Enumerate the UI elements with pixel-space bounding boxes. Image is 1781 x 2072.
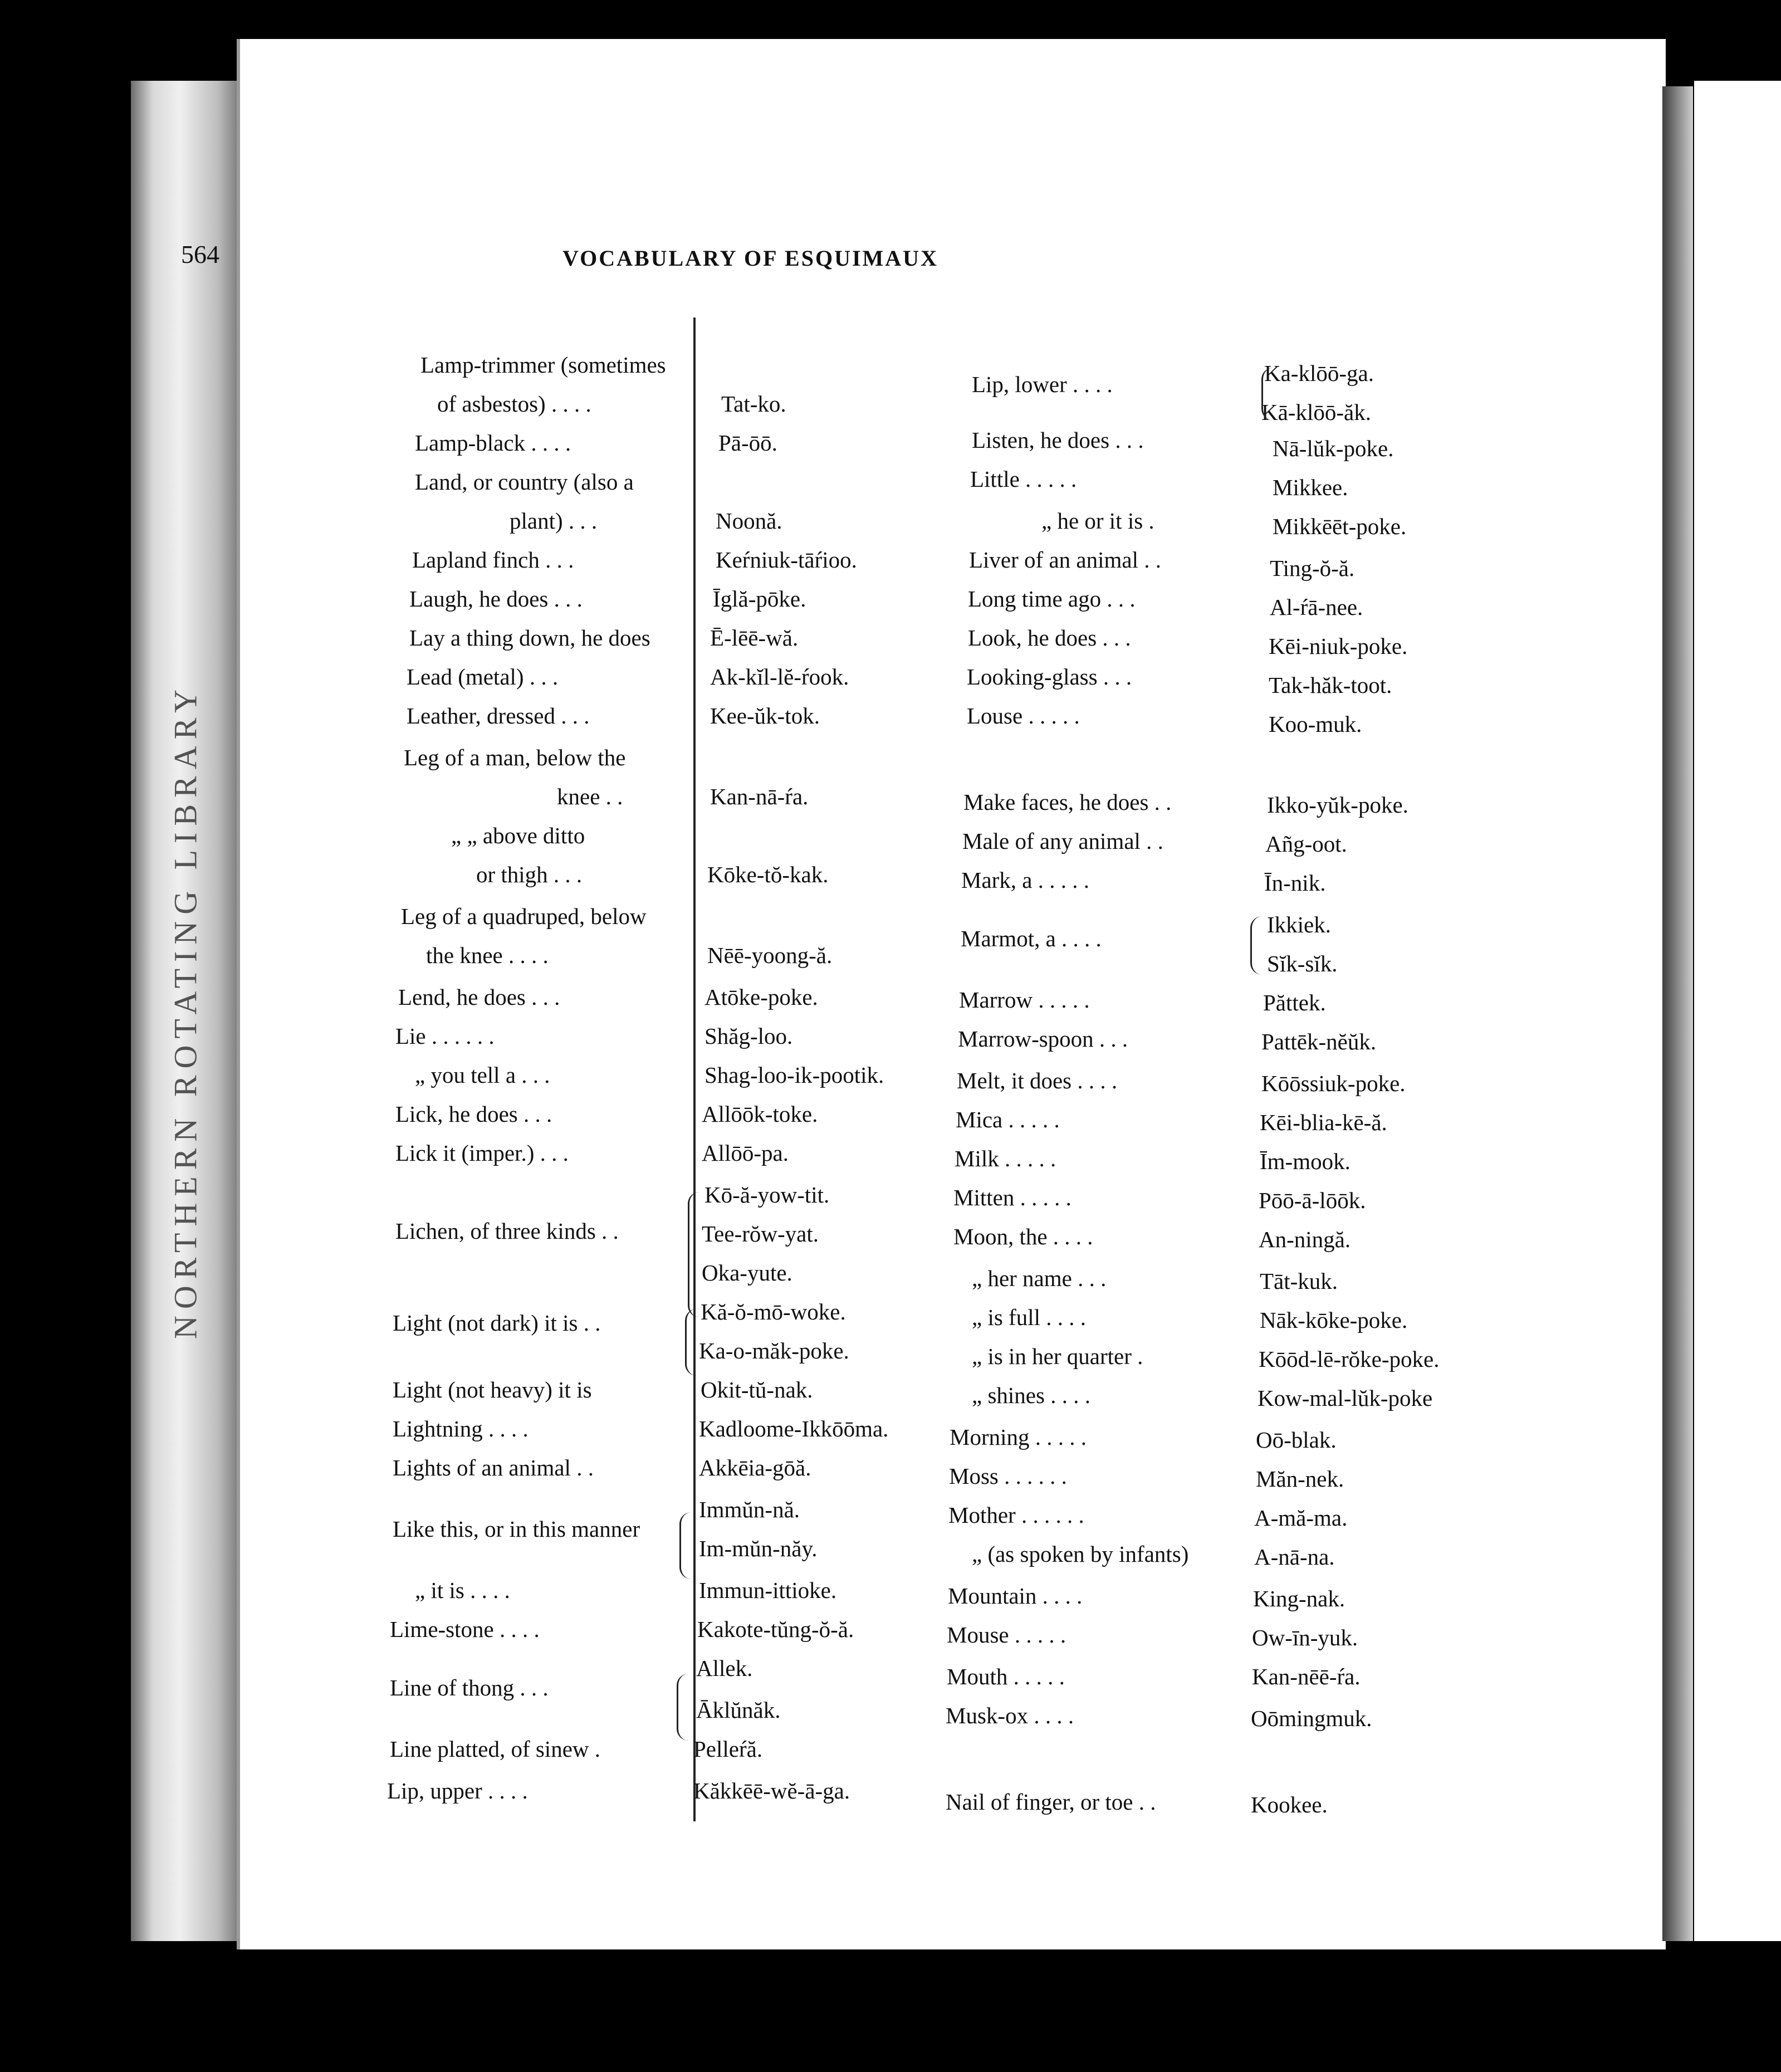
vocab-translation: Noonă. <box>716 508 782 534</box>
vocab-term: Lichen, of three kinds . . <box>395 1218 619 1244</box>
vocab-term: „ he or it is . <box>1041 508 1154 534</box>
vocab-translation: Ak-kĭl-lĕ-ŕook. <box>710 664 849 690</box>
vocab-term: Lamp-black . . . . <box>415 430 571 456</box>
vocab-translation: King-nak. <box>1253 1586 1345 1611</box>
vocab-term: Line of thong . . . <box>390 1675 549 1700</box>
vocab-term: Lightning . . . . <box>393 1416 529 1441</box>
vocab-term: „ is in her quarter . <box>972 1343 1143 1369</box>
vocab-term: „ (as spoken by infants) <box>972 1541 1189 1567</box>
vocab-term: Light (not dark) it is . . <box>393 1310 601 1336</box>
vocab-translation: Immun-ittioke. <box>699 1577 837 1603</box>
vocab-translation: Kēi-blia-kē-ă. <box>1260 1110 1387 1135</box>
vocab-translation: Kō-ă-yow-tit. <box>704 1182 830 1208</box>
vocab-translation: Kan-nā-ŕa. <box>710 784 809 809</box>
vocab-term: Mother . . . . . . <box>948 1502 1084 1528</box>
vocab-term: Moon, the . . . . <box>953 1224 1093 1249</box>
vocab-translation: Tāt-kuk. <box>1260 1268 1338 1294</box>
vocab-term: Lime-stone . . . . <box>390 1616 540 1642</box>
vocab-translation: Ka-klōō-ga. <box>1264 360 1374 386</box>
brace-mark <box>685 1309 697 1376</box>
vocab-term: „ shines . . . . <box>972 1382 1090 1408</box>
book-spine <box>131 81 239 1941</box>
vocab-term: Line platted, of sinew . <box>390 1736 601 1762</box>
vocab-translation: Oō-blak. <box>1256 1427 1337 1453</box>
vocab-term: Look, he does . . . <box>968 625 1131 651</box>
vocab-translation: Pōō-ā-lōōk. <box>1259 1188 1366 1213</box>
vocab-term: Lie . . . . . . <box>395 1023 495 1049</box>
vocab-translation: Kakote-tŭng-ŏ-ă. <box>697 1616 854 1642</box>
vocab-term: Leg of a quadruped, below <box>401 903 647 929</box>
vocab-translation: Oka-yute. <box>702 1260 792 1286</box>
vocab-translation: Ka-o-măk-poke. <box>699 1338 849 1364</box>
vocab-term: Musk-ox . . . . <box>946 1703 1074 1728</box>
vocab-translation: Nēē-yoong-ă. <box>707 942 833 968</box>
vocab-translation: Kadloome-Ikkōōma. <box>699 1416 889 1441</box>
vocab-term: Leather, dressed . . . <box>407 703 590 729</box>
vocab-term: Little . . . . . <box>970 466 1077 492</box>
vocab-term: Lead (metal) . . . <box>407 664 559 690</box>
brace-mark <box>677 1674 688 1741</box>
vocab-translation: Okit-tŭ-nak. <box>701 1377 813 1402</box>
brace-mark <box>679 1512 691 1579</box>
vocab-term: Looking-glass . . . <box>967 664 1132 690</box>
vocab-translation: Īn-nik. <box>1264 870 1326 896</box>
vocab-term: Like this, or in this manner <box>393 1516 640 1542</box>
vocab-term: Land, or country (also a <box>415 469 634 495</box>
vocab-translation: Allōōk-toke. <box>702 1101 818 1127</box>
brace-mark <box>688 1192 699 1317</box>
vocab-term: Milk . . . . . <box>955 1146 1056 1171</box>
vocab-translation: Tee-rŏw-yat. <box>702 1221 819 1247</box>
vocab-translation: Ē-lēē-wă. <box>710 625 799 651</box>
vocab-translation: Añg-oot. <box>1265 831 1347 857</box>
vocab-translation: Al-ŕā-nee. <box>1270 594 1363 620</box>
vocab-term: „ is full . . . . <box>972 1304 1086 1330</box>
vocab-translation: Koo-muk. <box>1269 711 1362 737</box>
vocab-translation: Pelleŕă. <box>693 1736 763 1762</box>
page-gutter <box>1662 86 1693 1941</box>
spine-title: NORTHERN ROTATING LIBRARY <box>167 683 203 1339</box>
vocab-term: Mountain . . . . <box>948 1583 1083 1609</box>
vocab-term: Morning . . . . . <box>950 1424 1087 1450</box>
vocab-translation: Măn-nek. <box>1256 1466 1344 1492</box>
vocab-term: Mitten . . . . . <box>953 1185 1071 1210</box>
vocab-term: Mouse . . . . . <box>947 1622 1066 1648</box>
vocab-term: Louse . . . . . <box>967 703 1080 729</box>
vocab-translation: Kow-mal-lŭk-poke <box>1258 1385 1433 1411</box>
vocab-term: Lip, lower . . . . <box>972 372 1113 397</box>
vocab-translation: Īm-mook. <box>1260 1149 1351 1174</box>
page-number: 564 <box>181 240 219 268</box>
vocab-translation: Shag-loo-ik-pootik. <box>704 1062 884 1088</box>
vocab-term: Lick, he does . . . <box>395 1101 552 1127</box>
vocab-term: Long time ago . . . <box>968 586 1136 612</box>
vocab-translation: Nāk-kōke-poke. <box>1260 1307 1408 1333</box>
vocab-translation: Im-mŭn-năy. <box>699 1536 818 1561</box>
vocab-translation: Ikkiek. <box>1267 912 1331 937</box>
vocab-term: Mark, a . . . . . <box>961 867 1090 893</box>
vocab-term: Liver of an animal . . <box>969 547 1161 573</box>
vocab-term: „ „ above ditto <box>451 823 585 848</box>
vocab-translation: Īglă-pōke. <box>713 586 806 612</box>
vocab-term: Nail of finger, or toe . . <box>946 1789 1156 1815</box>
vocab-term: Lamp-trimmer (sometimes <box>420 352 666 378</box>
vocab-translation: Kee-ŭk-tok. <box>710 703 820 729</box>
vocab-term: Marrow-spoon . . . <box>958 1026 1128 1052</box>
vocab-term: Lip, upper . . . . <box>387 1778 528 1804</box>
vocab-term: knee . . <box>557 784 623 809</box>
vocab-translation: Kă-ŏ-mō-woke. <box>701 1299 846 1325</box>
vocab-term: Make faces, he does . . <box>963 789 1172 815</box>
next-page-edge <box>1694 81 1781 1941</box>
vocab-translation: Kōke-tŏ-kak. <box>707 862 829 887</box>
vocab-translation: Kā-klōō-ăk. <box>1261 399 1371 425</box>
vocab-term: Marmot, a . . . . <box>961 926 1102 951</box>
vocab-translation: Kăkkēē-wĕ-ā-ga. <box>693 1778 850 1804</box>
vocab-translation: Kēi-niuk-poke. <box>1269 633 1408 659</box>
vocab-term: Male of any animal . . <box>962 828 1163 854</box>
vocab-term: plant) . . . <box>510 508 598 534</box>
vocab-translation: Akkēia-gōă. <box>699 1455 811 1480</box>
vocab-term: Lick it (imper.) . . . <box>395 1140 569 1166</box>
brace-mark <box>1261 368 1273 421</box>
vocab-translation: Allek. <box>696 1655 753 1681</box>
vocab-term: Lend, he does . . . <box>398 984 560 1010</box>
vocab-term: Light (not heavy) it is <box>393 1377 592 1402</box>
vocab-translation: Sĭk-sĭk. <box>1267 951 1338 976</box>
vocab-translation: Kōōd-lē-rŏke-poke. <box>1259 1346 1440 1372</box>
vocab-translation: Kōōssiuk-poke. <box>1261 1071 1406 1096</box>
vocab-translation: Atōke-poke. <box>704 984 818 1010</box>
vocab-translation: Kan-nēē-ŕa. <box>1252 1664 1361 1689</box>
vocab-translation: A-nā-na. <box>1254 1544 1335 1570</box>
vocab-term: Mouth . . . . . <box>947 1664 1065 1689</box>
vocab-term: of asbestos) . . . . <box>437 391 591 417</box>
vocab-translation: Mikkēēt-poke. <box>1273 514 1407 539</box>
vocab-translation: Ikko-yŭk-poke. <box>1267 792 1408 818</box>
vocab-term: Lapland finch . . . <box>412 547 574 573</box>
vocab-term: Moss . . . . . . <box>949 1463 1067 1489</box>
vocab-term: Laugh, he does . . . <box>409 586 583 612</box>
vocab-translation: Pattēk-nĕŭk. <box>1261 1029 1377 1054</box>
vocab-term: „ her name . . . <box>972 1265 1107 1291</box>
column-divider <box>693 317 696 1821</box>
vocab-translation: Ow-īn-yuk. <box>1252 1625 1358 1650</box>
vocab-translation: A-mă-ma. <box>1254 1505 1348 1531</box>
vocab-term: Leg of a man, below the <box>404 745 626 770</box>
vocab-translation: Kookee. <box>1251 1792 1328 1817</box>
vocab-translation: Nā-lŭk-poke. <box>1273 436 1394 461</box>
vocab-term: „ it is . . . . <box>415 1577 510 1603</box>
vocab-term: Marrow . . . . . <box>959 987 1090 1013</box>
vocab-translation: Keŕniuk-tāŕioo. <box>716 547 857 573</box>
vocab-translation: Păttek. <box>1263 990 1326 1015</box>
vocab-translation: An-ningă. <box>1259 1226 1351 1252</box>
vocab-term: Mica . . . . . <box>956 1107 1060 1132</box>
vocab-term: Listen, he does . . . <box>972 427 1144 453</box>
vocab-translation: Immŭn-nă. <box>699 1497 800 1522</box>
running-head: VOCABULARY OF ESQUIMAUX <box>562 246 938 271</box>
vocab-translation: Mikkee. <box>1273 475 1348 500</box>
vocab-term: the knee . . . . <box>426 942 549 968</box>
vocab-term: Lay a thing down, he does <box>409 625 650 651</box>
vocab-translation: Tat-ko. <box>721 391 786 417</box>
vocab-translation: Shăg-loo. <box>704 1023 793 1049</box>
brace-mark <box>1250 916 1262 975</box>
vocab-translation: Ting-ŏ-ă. <box>1270 555 1355 581</box>
vocab-translation: Allōō-pa. <box>702 1140 789 1166</box>
vocab-translation: Oōmingmuk. <box>1251 1706 1372 1731</box>
vocab-term: Melt, it does . . . . <box>957 1068 1118 1093</box>
vocab-term: Lights of an animal . . <box>393 1455 594 1480</box>
vocab-translation: Āklŭnăk. <box>696 1697 781 1723</box>
vocab-term: „ you tell a . . . <box>415 1062 550 1088</box>
vocab-translation: Pā-ōō. <box>718 430 777 456</box>
vocab-translation: Tak-hăk-toot. <box>1269 672 1392 698</box>
vocab-term: or thigh . . . <box>476 862 583 887</box>
